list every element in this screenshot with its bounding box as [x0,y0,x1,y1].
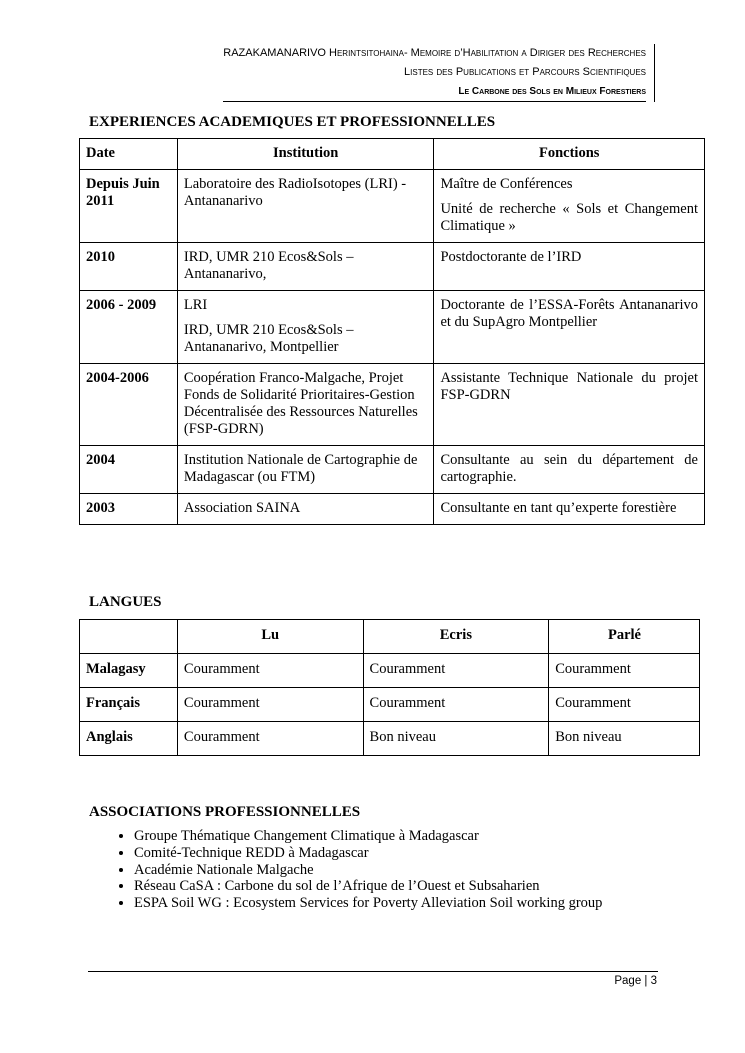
lu-cell: Couramment [177,722,363,756]
ecris-cell: Couramment [363,654,549,688]
column-header-fonctions: Fonctions [434,139,705,170]
parle-cell: Couramment [549,688,700,722]
experiences-table [79,138,705,525]
table-header-row [80,620,700,654]
table-row [80,654,700,688]
date-cell: 2010 [80,243,178,291]
table-row [80,291,705,364]
institution-cell [177,291,434,364]
list-item: • Réseau CaSA : Carbone du sol de l’Afrique de l’Ouest et Subsaharien [134,878,602,895]
header-section: Listes des Publications et Parcours Scientifiques [404,66,646,78]
language-cell: Français [80,688,178,722]
date-cell: 2004-2006 [80,364,178,446]
column-header-institution: Institution [177,139,434,170]
institution-cell [177,446,434,494]
associations-title: ASSOCIATIONS PROFESSIONNELLES [89,804,361,820]
page-header [223,44,655,102]
table-header-row [80,139,705,170]
fonctions-text: Assistante Technique Nationale du projet FSP-GDRN [440,370,698,403]
date-cell: Depuis Juin 2011 [80,170,178,243]
list-item: • ESPA Soil WG : Ecosystem Services for Poverty Alleviation Soil working group [134,895,602,912]
table-row [80,494,705,525]
list-item: • Groupe Thématique Changement Climatique à Madagascar [134,828,602,845]
fonctions-cell [434,494,705,525]
fonctions-cell [434,243,705,291]
column-header-lu: Lu [177,620,363,654]
institution-text: LRI [183,297,208,313]
langues-table [79,619,700,756]
fonctions-cell [434,291,705,364]
date-cell: 2004 [80,446,178,494]
fonctions-text: Consultante en tant qu’experte forestière [440,500,677,516]
langues-title: LANGUES [89,594,162,610]
table-row [80,722,700,756]
fonctions-text: Postdoctorante de l’IRD [440,249,582,265]
institution-text: IRD, UMR 210 Ecos&Sols – Antananarivo, Montpellier [183,322,354,355]
column-header-empty [80,620,178,654]
institution-text: Coopération Franco-Malgache, Projet Fonds de Solidarité Prioritaires-Gestion Décentralisée des Ressources Naturelles (FSP-GDRN) [183,370,418,437]
language-cell: Malagasy [80,654,178,688]
table-row [80,243,705,291]
table-row [80,688,700,722]
footer-divider [88,971,658,972]
ecris-cell: Bon niveau [363,722,549,756]
institution-text: IRD, UMR 210 Ecos&Sols – Antananarivo, [183,249,354,282]
fonctions-text: Unité de recherche « Sols et Changement Climatique » [440,201,698,234]
table-row [80,170,705,243]
table-row [80,364,705,446]
column-header-date: Date [80,139,178,170]
fonctions-cell [434,170,705,243]
fonctions-text: Maître de Conférences [440,176,573,192]
institution-cell [177,494,434,525]
header-subject: Le Carbone des Sols en Milieux Forestiers [223,82,646,102]
parle-cell: Couramment [549,654,700,688]
fonctions-text: Doctorante de l’ESSA-Forêts Antananarivo et du SupAgro Montpellier [440,297,698,330]
institution-cell [177,170,434,243]
column-header-parle: Parlé [549,620,700,654]
fonctions-cell [434,446,705,494]
fonctions-cell [434,364,705,446]
institution-cell [177,364,434,446]
page-number: Page | 3 [614,975,657,987]
lu-cell: Couramment [177,688,363,722]
institution-text: Association SAINA [183,500,301,516]
institution-text: Institution Nationale de Cartographie de Madagascar (ou FTM) [183,452,418,485]
column-header-ecris: Ecris [363,620,549,654]
list-item: • Comité-Technique REDD à Madagascar [134,845,602,862]
header-author-title: RAZAKAMANARIVO Herintsitohaina- Memoire d’Habilitation a Diriger des Recherches [223,47,646,59]
list-item: • Académie Nationale Malgache [134,862,602,879]
language-cell: Anglais [80,722,178,756]
lu-cell: Couramment [177,654,363,688]
date-cell: 2003 [80,494,178,525]
ecris-cell: Couramment [363,688,549,722]
date-cell: 2006 - 2009 [80,291,178,364]
fonctions-text: Consultante au sein du département de cartographie. [440,452,698,485]
experiences-title: EXPERIENCES ACADEMIQUES ET PROFESSIONNELLES [89,114,496,130]
parle-cell: Bon niveau [549,722,700,756]
institution-cell [177,243,434,291]
institution-text: Laboratoire des RadioIsotopes (LRI) - Antananarivo [183,176,407,209]
table-row [80,446,705,494]
associations-list [102,828,602,912]
